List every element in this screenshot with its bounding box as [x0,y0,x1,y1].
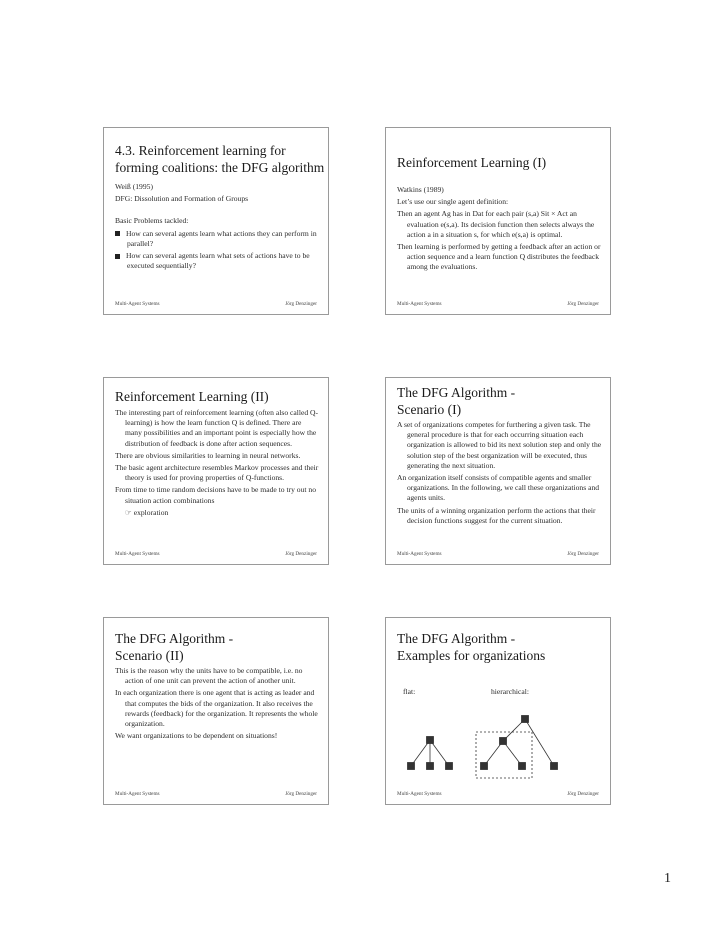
flat-label: flat: [403,687,416,696]
text-line: A set of organizations competes for furthering a given task. The general procedure is that for each occurring situation each organization is allowed to bid its next solution step and only the solution step of the best organization will be executed, thus generating the next situation. [397,420,602,470]
agent-node [551,763,558,770]
organization-diagram [386,618,612,806]
slide-title: Reinforcement Learning (II) [115,389,269,404]
slide-6 [385,617,611,805]
text-line: The interesting part of reinforcement learning (often also called Q-learning) is how the learn function Q is defined. There are many possibilities and an important point is especially how the distribution of feedback is done after action sequences. [115,408,319,448]
text-line: Let’s use our single agent definition: [397,197,509,207]
flat-organization-tree [408,737,453,770]
square-bullet-icon [115,254,120,259]
hierarchical-label: hierarchical: [491,687,529,696]
text-line: ☞ exploration [125,507,169,517]
slide-body [397,420,602,528]
text-line: In each organization there is one agent that is acting as leader and that computes the bids of the organization. It also receives the rewards (feedback) for the organization. It represents the whole organization. [115,688,318,729]
slide-title: Reinforcement Learning (I) [397,155,547,170]
text-line: There are obvious similarities to learning in neural networks. [115,450,301,460]
tree-edge [411,740,430,766]
text-line: Weiß (1995) [115,182,153,191]
text-line: Then learning is performed by getting a feedback after an action or action sequence and a learn function Q distributes the feedback among the evaluations. [397,242,601,272]
text-line: Then an agent Ag has in Dat for each pair (s,a) Sit × Act an evaluation e(s,a). Its decision function then selects always the action a in a situation s, for which e(s,a) is optimal. [397,209,595,239]
text-line: Basic Problems tackled: [115,216,189,226]
bullet-item: How can several agents learn what actions they can perform in parallel? [115,229,320,249]
slide-5 [103,617,329,805]
slide-body [115,182,320,273]
slide-footer: Multi-Agent Systems Jörg Denzinger [397,791,599,797]
text-line: From time to time random decisions have to be made to try out no situation action combinations [115,485,316,505]
slide-footer: Multi-Agent Systems Jörg Denzinger [397,551,599,557]
text-line: The units of a winning organization perform the actions that their decision functions suggest for the current situation. [397,505,596,525]
agent-node [481,763,488,770]
slide-title: The DFG Algorithm - Examples for organizations [397,631,546,663]
slide-body [115,666,320,743]
slide-title: The DFG Algorithm - Scenario (II) [115,631,234,663]
square-bullet-icon [115,231,120,236]
slide-3 [103,377,329,565]
slide-body [115,408,320,520]
text-line: Watkins (1989) [397,185,444,194]
slide-footer: Multi-Agent Systems Jörg Denzinger [115,301,317,307]
slide-body [397,185,602,275]
bullet-item: How can several agents learn what sets of actions have to be executed sequentially? [115,251,320,271]
text-line: An organization itself consists of compatible agents and smaller organizations. In the following, we call these organizations and agents units. [397,473,600,503]
slide-footer: Multi-Agent Systems Jörg Denzinger [115,551,317,557]
hierarchical-organization-tree [476,716,558,779]
text-line: We want organizations to be dependent on situations! [115,731,278,741]
text-line: The basic agent architecture resembles Markov processes and their theory is used for proving properties of Q-functions. [115,463,319,483]
agent-node [446,763,453,770]
agent-node [427,763,434,770]
agent-node [408,763,415,770]
sub-leader-node [500,738,507,745]
tree-edge [525,719,554,766]
page-number: 1 [664,871,671,886]
agent-node [519,763,526,770]
text-line: DFG: Dissolution and Formation of Groups [115,194,249,204]
leader-node [522,716,529,723]
text-line: This is the reason why the units have to be compatible, i.e. no action of one unit can prevent the action of another unit. [115,666,303,686]
slide-title: 4.3. Reinforcement learning for forming coalitions: the DFG algorithm [115,143,325,175]
slide-footer: Multi-Agent Systems Jörg Denzinger [397,301,599,307]
slide-4 [385,377,611,565]
slide-2 [385,127,611,315]
slide-footer: Multi-Agent Systems Jörg Denzinger [115,791,317,797]
tree-edge [430,740,449,766]
slide-title: The DFG Algorithm - Scenario (I) [397,385,516,417]
leader-node [427,737,434,744]
slide-1 [103,127,329,315]
